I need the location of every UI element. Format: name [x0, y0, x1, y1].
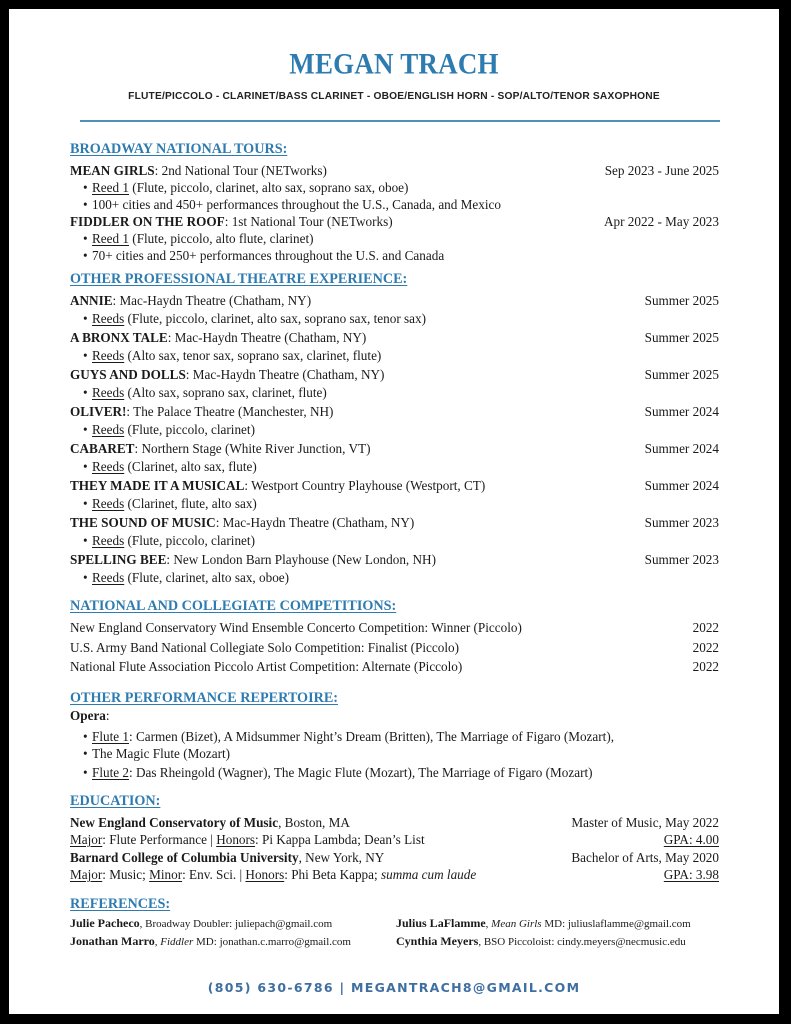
date: Summer 2024: [644, 441, 719, 456]
date: Summer 2023: [644, 515, 719, 530]
gpa: GPA: 3.98: [663, 867, 719, 882]
major: : Flute Performance |: [102, 832, 217, 847]
reference-item: [70, 915, 396, 933]
section-heading: REFERENCES:: [70, 895, 171, 912]
category-colon: :: [105, 707, 110, 723]
major-label: Major: [70, 867, 103, 882]
instruments: (Flute, piccolo, clarinet, alto sax, soprano sax, oboe): [129, 180, 409, 195]
theatre-entry: [70, 476, 719, 512]
instruments: (Clarinet, flute, alto sax): [124, 496, 257, 511]
date: Summer 2024: [644, 478, 719, 493]
works: : Das Rheingold (Wagner), The Magic Flute (Mozart), The Marriage of Figaro (Mozart): [129, 764, 593, 780]
school-name: Barnard College of Columbia University: [70, 849, 299, 865]
date: Summer 2024: [644, 404, 719, 419]
section-heading: OTHER PROFESSIONAL THEATRE EXPERIENCE:: [70, 271, 408, 287]
honors: : Phi Beta Kappa;: [284, 867, 381, 882]
repertoire-category: Opera: [70, 707, 106, 723]
date-range: Sep 2023 - June 2025: [604, 163, 719, 178]
latin-honors: summa cum laude: [380, 867, 477, 882]
contact-separator: |: [333, 980, 351, 995]
theatre-entry: [70, 328, 719, 364]
role: Reeds: [92, 311, 125, 326]
reference-item: [70, 933, 396, 951]
gpa: GPA: 4.00: [663, 832, 719, 847]
works: : Carmen (Bizet), A Midsummer Night’s Dream (Britten), The Marriage of Figaro (Mozart),: [129, 728, 615, 744]
section-repertoire: [70, 689, 719, 781]
competition-year: 2022: [692, 639, 719, 655]
reference-role: , Broadway Doubler:: [139, 917, 235, 930]
school-name: New England Conservatory of Music: [70, 814, 279, 830]
section-references: [70, 895, 719, 951]
theatre-entry: [70, 365, 719, 401]
contact-line: [9, 980, 779, 995]
school-location: , Boston, MA: [278, 814, 350, 830]
theatre-entry: [70, 513, 719, 549]
reference-name: Cynthia Meyers: [396, 933, 479, 948]
honors-label: Honors: [216, 832, 256, 847]
instruments: (Clarinet, alto sax, flute): [124, 459, 257, 474]
instruments: (Flute, piccolo, clarinet): [124, 422, 255, 437]
reference-name: Julius LaFlamme: [396, 915, 486, 930]
theatre-entry: [70, 291, 719, 327]
theatre-entry: [70, 550, 719, 586]
part-label: Flute 2: [92, 764, 129, 780]
instruments: (Alto sax, tenor sax, soprano sax, clarinet, flute): [124, 348, 382, 363]
show-detail: : Mac-Haydn Theatre (Chatham, NY): [112, 293, 312, 308]
show-title: FIDDLER ON THE ROOF: [70, 214, 225, 229]
date: Summer 2023: [644, 552, 719, 567]
section-heading: BROADWAY NATIONAL TOURS:: [70, 141, 288, 157]
role: Reeds: [92, 422, 125, 437]
section-education: [70, 792, 719, 884]
reference-name: Julie Pacheco: [70, 915, 140, 930]
major-label: Major: [70, 832, 103, 847]
show-detail: : 2nd National Tour (NETworks): [154, 163, 327, 178]
reference-email[interactable]: juliuslaflamme@gmail.com: [567, 917, 691, 930]
show-detail: : Westport Country Playhouse (Westport, CT): [244, 478, 486, 493]
reference-role: ,: [485, 917, 492, 930]
show-title: ANNIE: [70, 293, 113, 308]
repertoire-item-continued: • The Magic Flute (Mozart): [70, 745, 719, 762]
honors: : Pi Kappa Lambda; Dean’s List: [255, 832, 425, 847]
show-title: CABARET: [70, 441, 135, 456]
section-heading: NATIONAL AND COLLEGIATE COMPETITIONS:: [70, 598, 397, 614]
role: Reeds: [92, 385, 125, 400]
instruments: (Flute, clarinet, alto sax, oboe): [124, 570, 290, 585]
section-heading: EDUCATION:: [70, 792, 161, 809]
tour-note: • 70+ cities and 250+ performances throughout the U.S. and Canada: [70, 247, 719, 264]
references-grid: [70, 915, 719, 951]
minor: : Env. Sci. |: [182, 867, 246, 882]
email-address[interactable]: MEGANTRACH8@GMAIL.COM: [351, 980, 581, 995]
theatre-entry: [70, 439, 719, 475]
role: Reeds: [92, 348, 125, 363]
reference-role-suffix: MD:: [193, 935, 220, 948]
instruments: (Flute, piccolo, alto flute, clarinet): [129, 231, 314, 246]
competition-year: 2022: [692, 620, 719, 635]
school-details: [70, 866, 719, 884]
degree: Bachelor of Arts, May 2020: [571, 849, 719, 865]
reference-role: , BSO Piccoloist:: [478, 935, 558, 948]
reference-name: Jonathan Marro: [70, 933, 155, 948]
show-title: GUYS AND DOLLS: [70, 367, 186, 382]
major: : Music;: [102, 867, 150, 882]
competition-year: 2022: [692, 659, 719, 674]
tour-entry: [70, 162, 719, 213]
school-row: [70, 814, 719, 832]
school-details: [70, 831, 719, 849]
show-title: MEAN GIRLS: [70, 163, 155, 178]
competition-item: [70, 638, 719, 658]
reference-role: ,: [154, 935, 161, 948]
section-competitions: [70, 597, 719, 677]
competition-text: National Flute Association Piccolo Artist Competition: Alternate (Piccolo): [70, 659, 463, 674]
show-detail: : 1st National Tour (NETworks): [224, 214, 393, 229]
tour-note: • 100+ cities and 450+ performances throughout the U.S., Canada, and Mexico: [70, 196, 719, 213]
date: Summer 2025: [644, 367, 719, 382]
show-title: SPELLING BEE: [70, 552, 167, 567]
instruments-line: FLUTE/PICCOLO - CLARINET/BASS CLARINET - OBOE/ENGLISH HORN - SOP/ALTO/TENOR SAXOPHONE: [128, 91, 660, 102]
reference-role-suffix: MD:: [541, 917, 568, 930]
competition-item: [70, 657, 719, 677]
part-label: Flute 1: [92, 728, 129, 744]
reference-item: [396, 915, 726, 933]
resume-page: [9, 9, 779, 1014]
role: Reeds: [92, 570, 125, 585]
section-theatre-experience: [70, 270, 719, 586]
candidate-name: MEGAN TRACH: [289, 47, 499, 81]
repertoire-item: [70, 764, 719, 781]
role: Reed 1: [92, 231, 129, 246]
degree: Master of Music, May 2022: [571, 814, 719, 830]
show-detail: : Northern Stage (White River Junction, VT): [134, 441, 371, 456]
header-divider: [80, 120, 720, 122]
role: Reed 1: [92, 180, 129, 195]
reference-email[interactable]: juliepach@gmail.com: [234, 917, 333, 930]
show-detail: : Mac-Haydn Theatre (Chatham, NY): [185, 367, 385, 382]
instruments: (Flute, piccolo, clarinet): [124, 533, 255, 548]
show-title: OLIVER!: [70, 404, 127, 419]
honors-label: Honors: [245, 867, 285, 882]
theatre-entry: [70, 402, 719, 438]
competition-text: New England Conservatory Wind Ensemble Concerto Competition: Winner (Piccolo): [70, 620, 522, 635]
reference-email[interactable]: jonathan.c.marro@gmail.com: [219, 935, 351, 948]
instruments: (Flute, piccolo, clarinet, alto sax, soprano sax, tenor sax): [124, 311, 426, 326]
resume-content: [70, 140, 719, 951]
competition-text: U.S. Army Band National Collegiate Solo Competition: Finalist (Piccolo): [70, 639, 460, 655]
date-range: Apr 2022 - May 2023: [603, 214, 719, 229]
instruments: (Alto sax, soprano sax, clarinet, flute): [124, 385, 327, 400]
role: Reeds: [92, 533, 125, 548]
show-title: THEY MADE IT A MUSICAL: [70, 478, 245, 493]
minor-label: Minor: [149, 867, 183, 882]
competition-item: [70, 618, 719, 638]
school-location: , New York, NY: [298, 849, 385, 865]
show-detail: : The Palace Theatre (Manchester, NH): [126, 404, 334, 419]
section-broadway-tours: [70, 140, 719, 264]
date: Summer 2025: [644, 330, 719, 345]
reference-email[interactable]: cindy.meyers@necmusic.edu: [557, 935, 686, 948]
school-row: [70, 849, 719, 867]
phone-number: (805) 630-6786: [207, 980, 334, 995]
reference-item: [396, 933, 726, 951]
show-detail: : New London Barn Playhouse (New London, NH): [166, 552, 436, 567]
section-heading: OTHER PERFORMANCE REPERTOIRE:: [70, 689, 339, 706]
show-title: THE SOUND OF MUSIC: [70, 515, 216, 530]
reference-show: Fiddler: [160, 935, 194, 948]
show-title: A BRONX TALE: [70, 330, 168, 345]
tour-entry: [70, 213, 719, 264]
role: Reeds: [92, 459, 125, 474]
show-detail: : Mac-Haydn Theatre (Chatham, NY): [215, 515, 415, 530]
reference-show: Mean Girls: [491, 917, 542, 930]
show-detail: : Mac-Haydn Theatre (Chatham, NY): [167, 330, 367, 345]
repertoire-item: [70, 728, 719, 745]
date: Summer 2025: [644, 293, 719, 308]
role: Reeds: [92, 496, 125, 511]
